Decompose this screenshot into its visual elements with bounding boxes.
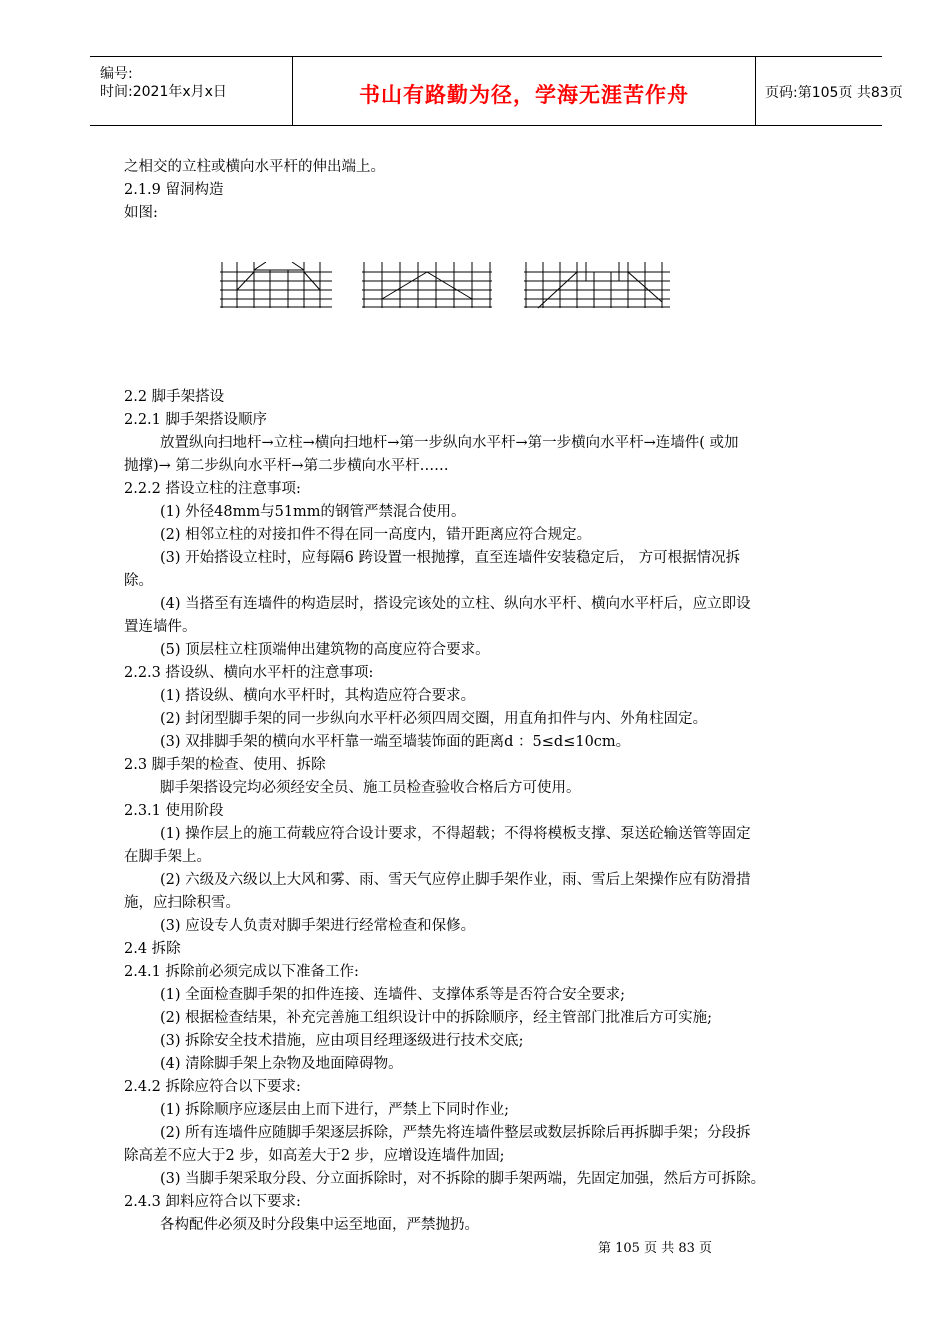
section-heading: 2.4.2 拆除应符合以下要求: — [124, 1079, 301, 1095]
header-right-cell — [755, 57, 903, 125]
list-item: (3) 当脚手架采取分段、分立面拆除时，对不拆除的脚手架两端，先固定加强，然后方可拆除。 — [160, 1171, 766, 1187]
body-line: 放置纵向扫地杆→立柱→横向扫地杆→第一步纵向水平杆→第一步横向水平杆→连墙件( 或加 — [160, 435, 739, 451]
scaffold-opening-diagram-2 — [362, 262, 494, 310]
list-item: (3) 拆除安全技术措施，应由项目经理逐级进行技术交底; — [160, 1033, 524, 1049]
section-heading: 2.2.3 搭设纵、横向水平杆的注意事项: — [124, 665, 374, 681]
scaffold-opening-diagram-3 — [524, 262, 672, 310]
list-item: (3) 双排脚手架的横向水平杆靠一端至墙装饰面的距离d ：5≤d≤10cm。 — [160, 734, 631, 750]
list-item: (2) 六级及六级以上大风和雾、雨、雪天气应停止脚手架作业，雨、雪后上架操作应有防滑措 — [160, 872, 751, 888]
body-line: 如图: — [124, 205, 158, 221]
list-item: (2) 封闭型脚手架的同一步纵向水平杆必须四周交圈，用直角扣件与内、外角柱固定。 — [160, 711, 708, 727]
body-line: 抛撑)→ 第二步纵向水平杆→第二步横向水平杆…… — [124, 458, 449, 474]
section-heading: 2.3 脚手架的检查、使用、拆除 — [124, 757, 326, 773]
body-line: 脚手架搭设完均必须经安全员、施工员检查验收合格后方可使用。 — [160, 780, 581, 796]
page-footer: 第 105 页 共 83 页 — [598, 1241, 713, 1256]
list-item: (3) 开始搭设立柱时，应每隔6 跨设置一根抛撑，直至连墙件安装稳定后， 方可根据情况拆 — [160, 550, 741, 566]
list-item: (1) 外径48mm与51mm的钢管严禁混合使用。 — [160, 504, 466, 520]
list-item: (3) 应设专人负责对脚手架进行经常检查和保修。 — [160, 918, 476, 934]
list-item: (1) 操作层上的施工荷载应符合设计要求，不得超载；不得将模板支撑、泵送砼输送管等固定 — [160, 826, 751, 842]
section-heading: 2.4.3 卸料应符合以下要求: — [124, 1194, 301, 1210]
body-line: 置连墙件。 — [124, 619, 197, 635]
time-label: 时间:2021年x月x日 — [100, 84, 227, 100]
body-line: 除。 — [124, 573, 153, 589]
section-heading: 2.1.9 留洞构造 — [124, 182, 224, 198]
section-heading: 2.2.1 脚手架搭设顺序 — [124, 412, 268, 428]
list-item: (2) 根据检查结果，补充完善施工组织设计中的拆除顺序，经主管部门批准后方可实施; — [160, 1010, 713, 1026]
list-item: (4) 当搭至有连墙件的构造层时，搭设完该处的立柱、纵向水平杆、横向水平杆后，应立即设 — [160, 596, 751, 612]
body-line: 在脚手架上。 — [124, 849, 211, 865]
body-line: 除高差不应大于2 步，如高差大于2 步，应增设连墙件加固; — [124, 1148, 505, 1164]
header-left-cell — [90, 57, 292, 125]
list-item: (1) 全面检查脚手架的扣件连接、连墙件、支撑体系等是否符合安全要求; — [160, 987, 626, 1003]
body-line: 之相交的立柱或横向水平杆的伸出端上。 — [124, 159, 385, 175]
section-heading: 2.3.1 使用阶段 — [124, 803, 224, 819]
body-line: 施，应扫除积雪。 — [124, 895, 240, 911]
number-label: 编号: — [100, 66, 133, 82]
section-heading: 2.2.2 搭设立柱的注意事项: — [124, 481, 301, 497]
section-heading: 2.2 脚手架搭设 — [124, 389, 225, 405]
list-item: (1) 拆除顺序应逐层由上而下进行，严禁上下同时作业; — [160, 1102, 510, 1118]
page-info: 页码:第105页 共83页 — [765, 85, 903, 101]
page-header — [90, 56, 903, 126]
scaffold-opening-diagram-1 — [220, 262, 335, 310]
motto: 书山有路勤为径，学海无涯苦作舟 — [359, 83, 689, 107]
list-item: (4) 清除脚手架上杂物及地面障碍物。 — [160, 1056, 403, 1072]
list-item: (1) 搭设纵、横向水平杆时，其构造应符合要求。 — [160, 688, 476, 704]
list-item: (2) 所有连墙件应随脚手架逐层拆除，严禁先将连墙件整层或数层拆除后再拆脚手架；分段拆 — [160, 1125, 751, 1141]
header-motto-cell — [292, 57, 756, 125]
section-heading: 2.4.1 拆除前必须完成以下准备工作: — [124, 964, 359, 980]
body-line: 各构配件必须及时分段集中运至地面，严禁抛扔。 — [160, 1217, 479, 1233]
list-item: (5) 顶层柱立柱顶端伸出建筑物的高度应符合要求。 — [160, 642, 490, 658]
section-heading: 2.4 拆除 — [124, 941, 181, 957]
list-item: (2) 相邻立柱的对接扣件不得在同一高度内，错开距离应符合规定。 — [160, 527, 592, 543]
